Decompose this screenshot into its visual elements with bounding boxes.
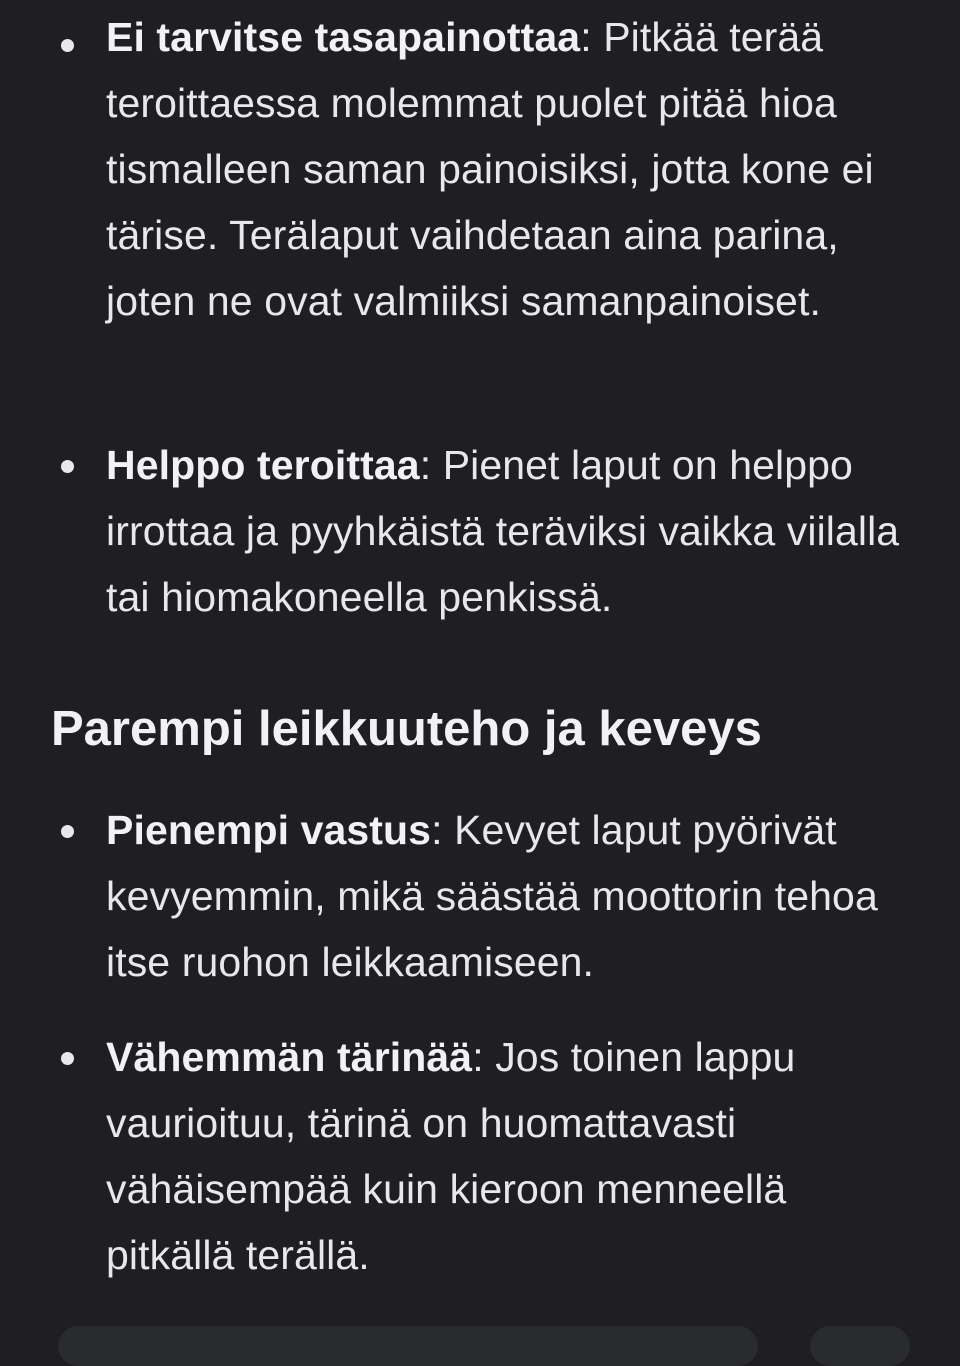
bottom-action-button[interactable] bbox=[810, 1326, 910, 1366]
bullet-icon bbox=[61, 460, 74, 473]
term-separator: : bbox=[580, 14, 592, 60]
list-item-description: Kevyet laput pyörivät kevyemmin, mikä säästää moottorin tehoa itse ruohon leikkaamiseen. bbox=[106, 807, 878, 985]
section-heading: Parempi leikkuuteho ja keveys bbox=[51, 702, 762, 756]
list-item-term: Ei tarvitse tasapainottaa bbox=[106, 14, 581, 60]
list-item-term: Helppo teroittaa bbox=[106, 442, 420, 488]
list-item-text bbox=[106, 1024, 926, 1288]
bullet-icon bbox=[61, 825, 74, 838]
bullet-icon bbox=[61, 1052, 74, 1065]
list-item-text bbox=[106, 432, 926, 630]
term-separator: : bbox=[419, 442, 432, 488]
list-item-term: Pienempi vastus bbox=[106, 807, 432, 853]
bullet-icon bbox=[61, 39, 74, 52]
term-separator: : bbox=[472, 1034, 484, 1080]
list-item-description: Pienet laput on helppo irrottaa ja pyyhkäistä teräviksi vaikka viilalla tai hiomakoneella penkissä. bbox=[106, 442, 900, 620]
bottom-input-bar[interactable] bbox=[58, 1326, 758, 1366]
term-separator: : bbox=[431, 807, 443, 853]
list-item-text bbox=[106, 797, 926, 995]
list-item-description: Jos toinen lappu vaurioituu, tärinä on huomattavasti vähäisempää kuin kieroon menneellä pitkällä terällä. bbox=[106, 1034, 796, 1278]
list-item-description: Pitkää terää teroittaessa molemmat puolet pitää hioa tismalleen saman painoisiksi, jotta kone ei tärise. Terälaput vaihdetaan aina parina, joten ne ovat valmiiksi samanpainoiset. bbox=[106, 14, 874, 324]
list-item-term: Vähemmän tärinää bbox=[106, 1034, 473, 1080]
list-item-text bbox=[106, 4, 926, 334]
